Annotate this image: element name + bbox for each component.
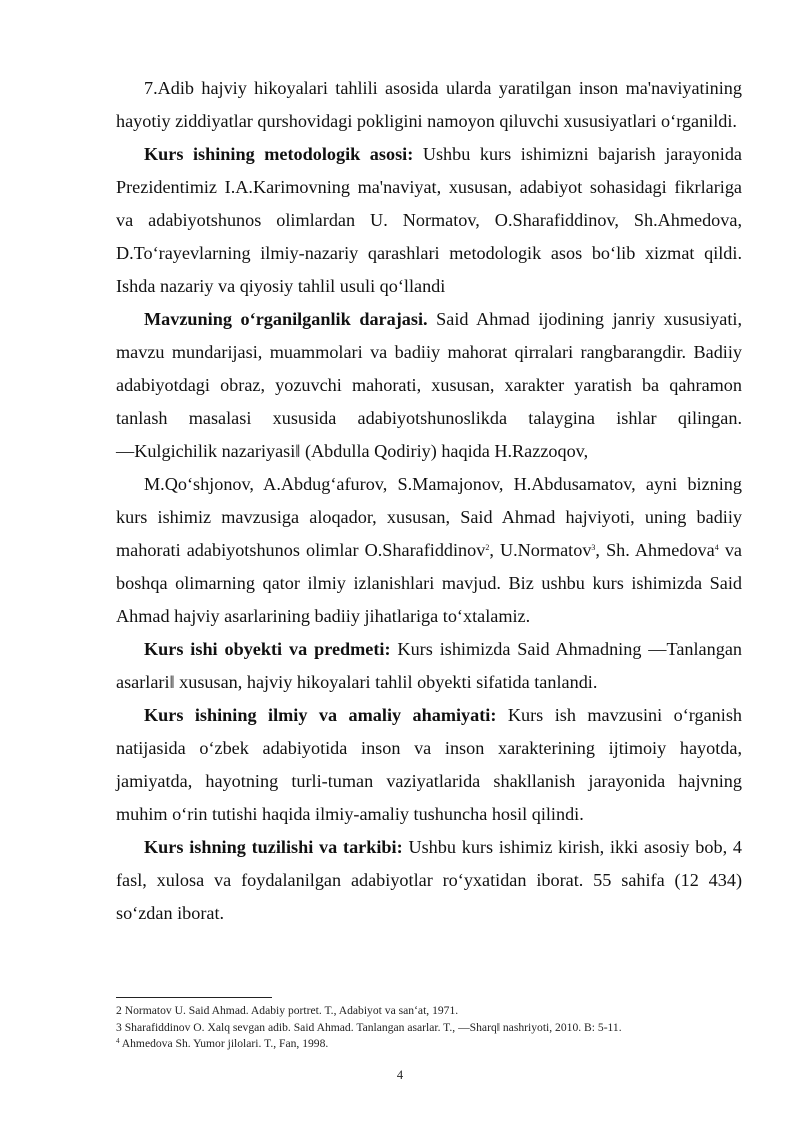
structure-text: Ushbu kurs ishimiz kirish, ikki asosiy bob, 4 fasl, xulosa va foydalanilgan adabiyotlar ro‘yxatidan iborat. 55 sahifa (12 434) so‘zdan iborat. [116,837,742,923]
paragraph-significance [116,699,742,831]
paragraph-study-degree [116,303,742,468]
paragraph-finding-7 [116,72,742,138]
footnote-ref-4: 4 [714,543,719,552]
paragraph-structure [116,831,742,930]
footnote-2: 2 Normatov U. Said Ahmad. Adabiy portret. T., Adabiyot va san‘at, 1971. [116,1004,459,1017]
page-number: 4 [396,1068,404,1082]
researchers-text: M.Qo‘shjonov, A.Abdug‘afurov, S.Mamajonov, H.Abdusamatov, ayni bizning kurs ishimiz mavzusiga aloqador, xususan, Said Ahmad hajviyoti, uning badiiy mahorati adabiyotshunos olimlar O.Sharafiddinov [116,474,742,560]
methodology-heading: Kurs ishining metodologik asosi: [144,144,414,164]
structure-heading: Kurs ishning tuzilishi va tarkibi: [144,837,403,857]
study-degree-heading: Mavzuning o‘rganilganlik darajasi. [144,309,428,329]
researchers-text-d: va boshqa olimarning qator ilmiy izlanishlari mavjud. Biz ushbu kurs ishimizda Said Ahmad hajviy asarlarining badiiy jihatlariga to‘xtalamiz. [116,540,742,626]
footnote-3: 3 Sharafiddinov O. Xalq sevgan adib. Said Ahmad. Tanlangan asarlar. T., ―Sharq‖ nashriyoti, 2010. B: 5-11. [116,1020,622,1034]
footnote-4-mark: 4 [116,1037,120,1045]
finding-7-text: 7.Adib hajviy hikoyalari tahlili asosida ularda yaratilgan inson ma'naviyatining hayotiy ziddiyatlar qurshovidagi pokligini namoyon qiluvchi xususiyatlari o‘rganildi. [116,78,742,131]
object-subject-heading: Kurs ishi obyekti va predmeti: [144,639,391,659]
paragraph-study-degree-continued [116,468,742,633]
footnote-ref-2: 2 [485,543,490,552]
footnote-ref-3: 3 [591,543,596,552]
body-text [116,72,742,930]
object-subject-text: Kurs ishimizda Said Ahmadning ―Tanlangan asarlari‖ xususan, hajviy hikoyalari tahlil obyekti sifatida tanlandi. [116,639,742,692]
footnotes [116,1003,756,1053]
researchers-text-b: , U.Normatov [489,540,592,560]
methodology-text: Ushbu kurs ishimizni bajarish jarayonida Prezidentimiz I.A.Karimovning ma'naviyat, xususan, adabiyot sohasidagi fikrlariga va adabiyotshunos olimlardan U. Normatov, O.Sharafiddinov, Sh.Ahmedova, D.To‘rayevlarning ilmiy-nazariy qarashlari metodologik asos bo‘lib xizmat qildi. Ishda nazariy va qiyosiy tahlil usuli qo‘llandi [116,144,742,296]
significance-text: Kurs ish mavzusini o‘rganish natijasida o‘zbek adabiyotida inson va inson xarakterining ijtimoiy hayotda, jamiyatda, hayotning turli-tuman vaziyatlarida shakllanish jarayonida hajvning muhim o‘rin tutishi haqida ilmiy-amaliy tushuncha hosil qilindi. [116,705,742,824]
footnote-separator [116,997,272,998]
significance-heading: Kurs ishining ilmiy va amaliy ahamiyati: [144,705,497,725]
paragraph-methodology [116,138,742,303]
footnote-4-text: Ahmedova Sh. Yumor jilolari. T., Fan, 1998. [119,1037,329,1050]
researchers-text-c: , Sh. Ahmedova [595,540,715,560]
footnote-4 [116,1036,756,1053]
study-degree-text: Said Ahmad ijodining janriy xususiyati, mavzu mundarijasi, muammolari va badiiy mahorat qirralari rangbarangdir. Badiiy adabiyotdagi obraz, yozuvchi mahorati, xususan, xarakter yaratish ba qahramon tanlash masalasi xususida adabiyotshunoslikda talaygina ishlar qilingan. ―Kulgichilik nazariyasi‖ (Abdulla Qodiriy) haqida H.Razzoqov, [116,309,742,461]
paragraph-object-subject [116,633,742,699]
